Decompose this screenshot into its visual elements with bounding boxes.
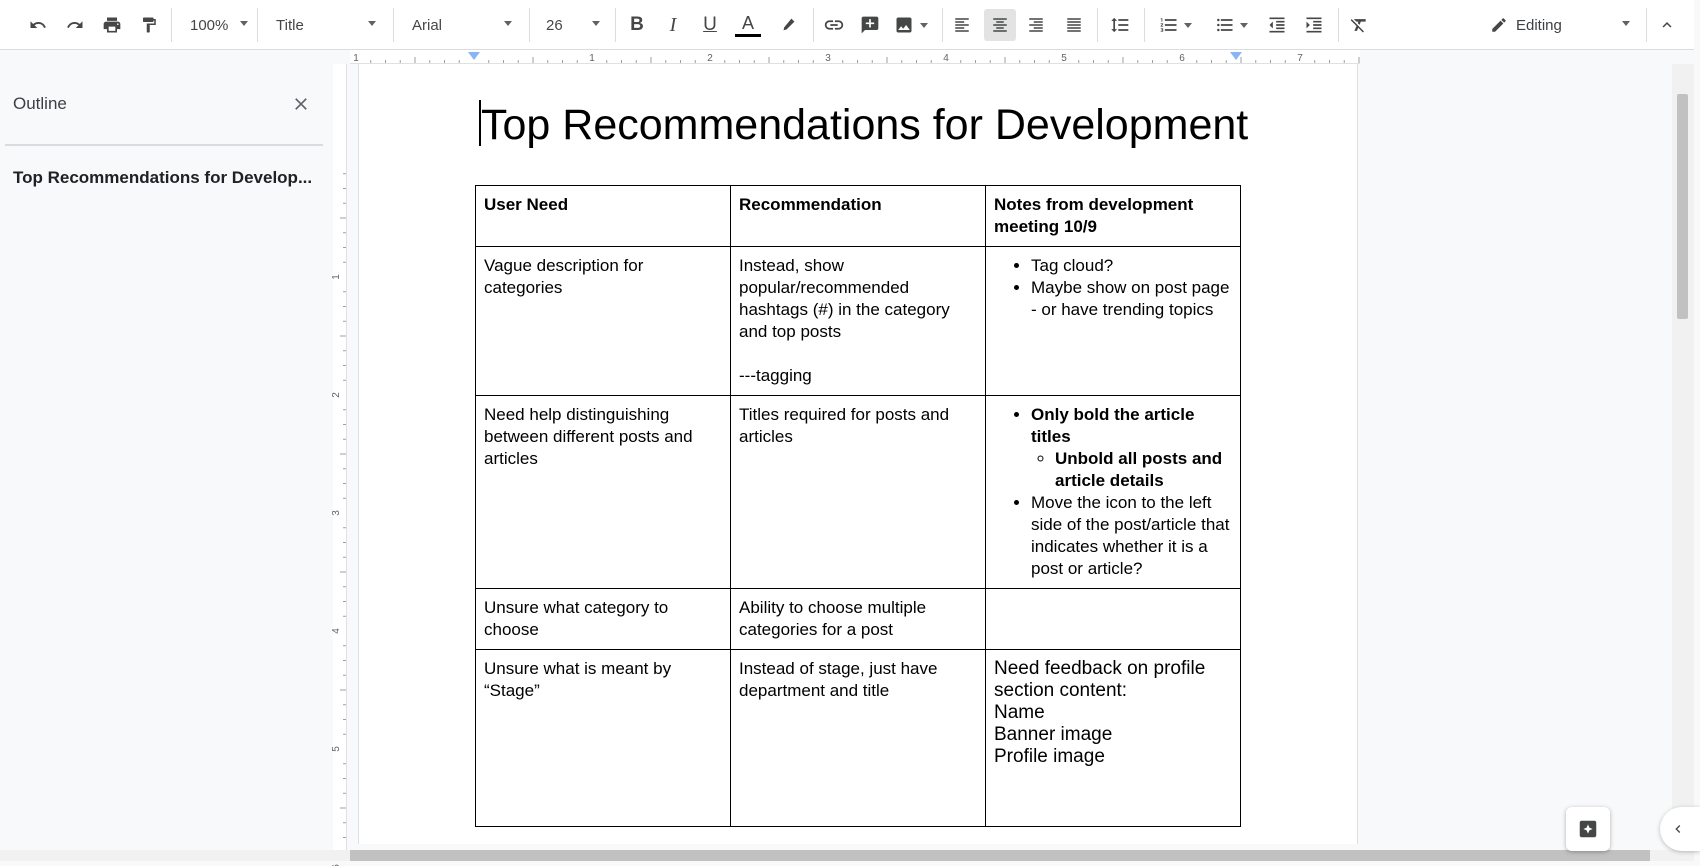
- cell-text: Unsure what is meant by “Stage”: [484, 659, 672, 700]
- ruler-number: 5: [1061, 53, 1067, 64]
- recommendations-table[interactable]: [475, 185, 1241, 827]
- italic-icon[interactable]: I: [669, 13, 677, 36]
- ruler-number: 4: [331, 628, 342, 634]
- list-item: • Move the icon to the left side of the post/article that indicates whether it is a post or article?: [1031, 492, 1232, 580]
- chevron-down-icon: [504, 21, 512, 26]
- document-title: Top Recommendations for Development: [481, 101, 1249, 149]
- align-justify-icon[interactable]: [1058, 9, 1090, 41]
- link-icon[interactable]: [818, 9, 850, 41]
- explore-button[interactable]: [1566, 807, 1610, 851]
- pencil-icon: [1490, 16, 1508, 34]
- cell-text: Name: [994, 702, 1045, 723]
- horizontal-ruler[interactable]: [350, 50, 1360, 64]
- zoom-dropdown[interactable]: [180, 9, 256, 41]
- bulleted-list-icon[interactable]: [1208, 9, 1254, 41]
- cell-text: Vague description for categories: [484, 256, 644, 297]
- list-item: • Maybe show on post page - or have trending topics: [1031, 277, 1232, 321]
- ruler-number: 1: [589, 53, 595, 64]
- sub-list-item: ◦ Unbold all posts and article details: [1055, 448, 1232, 492]
- table-cell-recommendation[interactable]: [731, 650, 986, 827]
- table-cell-notes[interactable]: [986, 589, 1241, 650]
- table-cell-notes[interactable]: [986, 650, 1241, 827]
- left-indent-marker: [468, 52, 480, 60]
- chevron-down-icon: [592, 21, 600, 26]
- table-cell-need[interactable]: [476, 396, 731, 589]
- redo-icon[interactable]: [59, 9, 91, 41]
- align-right-icon[interactable]: [1020, 9, 1052, 41]
- table-row: [476, 396, 1241, 589]
- notes-list: [994, 255, 1232, 321]
- font-value: Arial: [412, 16, 443, 34]
- style-value: Title: [276, 16, 304, 34]
- scrollbar-thumb[interactable]: [1677, 94, 1688, 319]
- sub-list: [1031, 448, 1232, 492]
- cell-text: Instead, show popular/recommended hashtags (#) in the category and top posts: [739, 256, 950, 341]
- cell-text: Need feedback on profile section content:: [994, 658, 1206, 701]
- right-indent-marker: [1230, 52, 1242, 60]
- chevron-down-icon: [1622, 21, 1630, 26]
- cell-text: Titles required for posts and articles: [739, 405, 950, 446]
- increase-indent-icon[interactable]: [1298, 9, 1330, 41]
- outline-title: Outline: [13, 94, 67, 113]
- ruler-number: 3: [331, 510, 342, 516]
- line-spacing-icon[interactable]: [1104, 9, 1136, 41]
- chevron-down-icon: [240, 21, 248, 26]
- ruler-number: 1: [353, 53, 359, 64]
- list-item-text: Only bold the article titles: [1031, 405, 1195, 446]
- ruler-number: 7: [1297, 53, 1303, 64]
- ruler-number: 3: [825, 53, 831, 64]
- add-comment-icon[interactable]: [854, 9, 886, 41]
- ruler-number: 1: [331, 274, 342, 280]
- print-icon[interactable]: [96, 9, 128, 41]
- align-center-icon[interactable]: [984, 9, 1016, 41]
- table-header-cell[interactable]: User Need: [476, 186, 731, 247]
- table-row: [476, 589, 1241, 650]
- list-item: • Tag cloud?: [1031, 255, 1232, 277]
- ruler-number: 5: [331, 746, 342, 752]
- table-cell-recommendation[interactable]: [731, 396, 986, 589]
- underline-icon[interactable]: U: [703, 14, 717, 35]
- numbered-list-icon[interactable]: [1152, 9, 1198, 41]
- cell-text: Unsure what category to choose: [484, 598, 669, 639]
- table-header-row: [476, 186, 1241, 247]
- cell-text: Profile image: [994, 746, 1105, 767]
- outline-panel: [0, 64, 330, 861]
- collapse-toolbar-icon[interactable]: [1651, 9, 1683, 41]
- chevron-down-icon: [368, 21, 376, 26]
- zoom-value: 100%: [190, 16, 229, 34]
- table-cell-recommendation[interactable]: [731, 247, 986, 396]
- table-cell-notes[interactable]: [986, 396, 1241, 589]
- horizontal-scrollbar[interactable]: [0, 850, 1694, 861]
- table-cell-notes[interactable]: [986, 247, 1241, 396]
- document-page[interactable]: [358, 64, 1358, 844]
- notes-list: [994, 404, 1232, 580]
- document-title-line[interactable]: [479, 100, 1248, 150]
- table-cell-need[interactable]: [476, 650, 731, 827]
- editing-mode-label: Editing: [1516, 16, 1562, 34]
- font-dropdown[interactable]: [402, 9, 520, 41]
- outline-divider: [5, 144, 323, 146]
- highlight-icon[interactable]: [772, 9, 804, 41]
- decrease-indent-icon[interactable]: [1261, 9, 1293, 41]
- side-panel-toggle[interactable]: [1660, 807, 1700, 851]
- clear-formatting-icon[interactable]: [1343, 9, 1375, 41]
- ruler-number: 2: [707, 53, 713, 64]
- vertical-scrollbar[interactable]: [1672, 64, 1694, 861]
- align-left-icon[interactable]: [946, 9, 978, 41]
- font-size-dropdown[interactable]: [536, 9, 608, 41]
- cell-text: Banner image: [994, 724, 1113, 745]
- cell-text: ---tagging: [739, 366, 812, 385]
- text-color-icon[interactable]: A: [732, 9, 764, 41]
- paint-format-icon[interactable]: [133, 9, 165, 41]
- outline-item[interactable]: Top Recommendations for Develop...: [13, 168, 313, 187]
- undo-icon[interactable]: [22, 9, 54, 41]
- bold-icon[interactable]: B: [630, 14, 644, 35]
- ruler-number: 4: [943, 53, 949, 64]
- vertical-ruler: [333, 64, 347, 861]
- ruler-number: 2: [331, 392, 342, 398]
- font-size-value: 26: [546, 16, 563, 34]
- list-item: [1031, 404, 1232, 492]
- insert-image-icon[interactable]: [889, 9, 933, 41]
- scrollbar-thumb[interactable]: [350, 850, 1650, 861]
- style-dropdown[interactable]: [266, 9, 384, 41]
- cell-text: Instead of stage, just have department and title: [739, 659, 938, 700]
- table-header-cell[interactable]: Recommendation: [731, 186, 986, 247]
- table-header-cell[interactable]: Notes from development meeting 10/9: [986, 186, 1241, 247]
- editing-mode-dropdown[interactable]: [1480, 9, 1638, 41]
- ruler-number: 6: [1179, 53, 1185, 64]
- close-icon[interactable]: [291, 94, 311, 114]
- table-cell-need[interactable]: [476, 247, 731, 396]
- explore-icon: [1577, 818, 1599, 840]
- table-cell-need[interactable]: [476, 589, 731, 650]
- table-cell-recommendation[interactable]: [731, 589, 986, 650]
- chevron-left-icon: [1670, 821, 1686, 837]
- cell-text: Ability to choose multiple categories for a post: [739, 598, 927, 639]
- toolbar: [0, 0, 1694, 50]
- cell-text: Need help distinguishing between different posts and articles: [484, 405, 693, 468]
- table-row: [476, 650, 1241, 827]
- table-row: [476, 247, 1241, 396]
